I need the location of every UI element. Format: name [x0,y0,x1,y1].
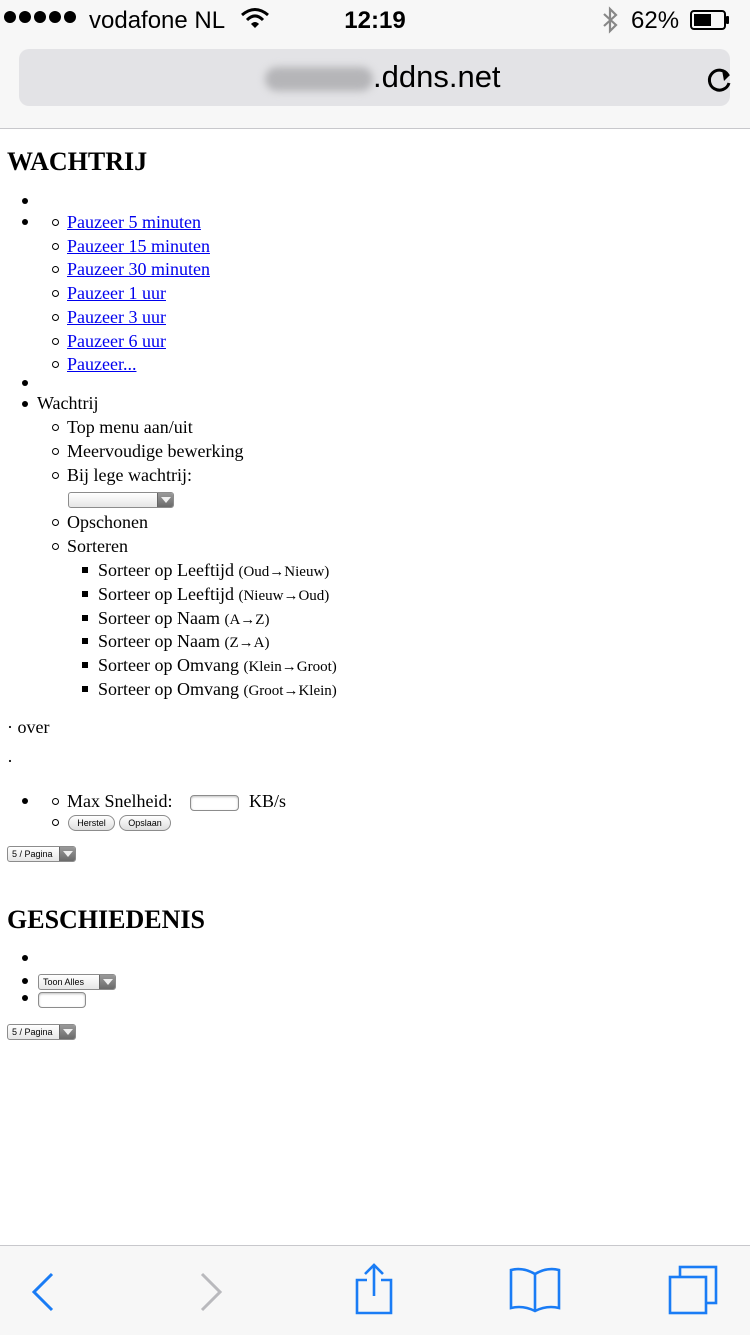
bullet [82,615,88,621]
empty-list-bullet [22,198,28,204]
queue-menu-label: Wachtrij [37,393,99,413]
history-title: GESCHIEDENIS [7,905,205,934]
pause-15-min-link[interactable]: Pauzeer 15 minuten [67,236,210,256]
queue-per-page-select[interactable] [7,846,76,862]
status-bar [0,0,750,40]
sort-option-detail: (A→Z) [224,612,270,628]
chevron-down-icon [157,493,173,507]
sort-option-label: Sorteer op Omvang [98,679,239,699]
redacted-hostname [265,67,373,91]
history-filter-select[interactable] [38,974,116,990]
bullet [52,543,59,550]
pause-30-min-link[interactable]: Pauzeer 30 minuten [67,259,210,279]
bluetooth-icon [600,6,622,34]
battery-percent: 62% [631,7,680,34]
carrier-label: vodafone NL [89,7,226,34]
sort-option-detail: (Oud→Nieuw) [238,564,330,580]
reset-button[interactable]: Herstel [68,815,115,831]
pause-custom-link[interactable]: Pauzeer... [67,354,137,374]
url-text: .ddns.net [373,59,501,94]
queue-menu-bullet [22,401,28,407]
chevron-down-icon [59,847,75,861]
queue-per-page-value: 5 / Pagina [12,849,53,859]
sort-option-label: Sorteer op Omvang [98,655,239,675]
reload-icon[interactable] [705,66,733,96]
multi-edit-toggle[interactable]: Meervoudige bewerking [67,441,244,461]
sort-option-label: Sorteer op Leeftijd [98,560,234,580]
bullet [82,686,88,692]
bullet [82,662,88,668]
browser-toolbar [0,1245,750,1335]
bullet [52,519,59,526]
pause-5-min-link[interactable]: Pauzeer 5 minuten [67,212,201,232]
empty-queue-action-select[interactable] [68,492,174,508]
sort-option-label: Sorteer op Naam [98,608,220,628]
bullet [52,243,59,250]
share-icon[interactable] [354,1262,394,1316]
cleanup-action[interactable]: Opschonen [67,512,148,532]
forward-icon[interactable] [198,1272,224,1312]
sort-option-detail: (Groot→Klein) [243,683,337,699]
max-speed-label: Max Snelheid: [67,791,173,811]
address-bar[interactable] [19,49,730,106]
sort-option-detail: (Z→A) [224,635,270,651]
bullet [52,266,59,273]
bullet [52,472,59,479]
sort-option-label: Sorteer op Leeftijd [98,584,234,604]
pause-group-bullet [22,219,28,225]
empty-queue-label: Bij lege wachtrij: [67,465,192,485]
back-icon[interactable] [30,1272,56,1312]
bullet [52,361,59,368]
sort-option[interactable] [98,678,337,702]
sort-option-detail: (Nieuw→Oud) [238,588,330,604]
chevron-down-icon [59,1025,75,1039]
max-speed-input[interactable] [190,795,239,811]
pause-1-hour-link[interactable]: Pauzeer 1 uur [67,283,166,303]
pause-6-hour-link[interactable]: Pauzeer 6 uur [67,331,166,351]
save-button[interactable]: Opslaan [119,815,171,831]
bullet [52,798,59,805]
tabs-icon[interactable] [666,1264,720,1316]
history-search-bullet [22,995,28,1001]
bullet [52,819,59,826]
bullet [52,290,59,297]
max-speed-unit: KB/s [249,791,287,811]
bullet [82,638,88,644]
history-filter-value: Toon Alles [43,977,85,987]
bullet [82,567,88,573]
bullet [52,448,59,455]
sort-option[interactable] [98,607,269,631]
sort-option-label: Sorteer op Naam [98,631,220,651]
bullet [52,424,59,431]
sort-option[interactable] [98,654,337,678]
history-per-page-value: 5 / Pagina [12,1027,53,1037]
history-per-page-select[interactable] [7,1024,76,1040]
sort-option[interactable] [98,559,329,583]
bullet [82,591,88,597]
chevron-down-icon [99,975,115,989]
sort-label: Sorteren [67,536,128,556]
bookmarks-icon[interactable] [508,1266,562,1314]
bullet [52,338,59,345]
empty-list-bullet [22,955,28,961]
speed-group-bullet [22,798,28,804]
sort-option-detail: (Klein→Groot) [243,659,337,675]
bullet [52,314,59,321]
bullet [52,219,59,226]
separator-dot: · [7,751,13,771]
clock: 12:19 [344,7,406,34]
address-bar-area [0,40,750,129]
sort-option[interactable] [98,630,269,654]
queue-title: WACHTRIJ [7,147,148,176]
history-search-input[interactable] [38,992,86,1008]
top-menu-toggle[interactable]: Top menu aan/uit [67,417,193,437]
battery-icon [690,10,730,30]
empty-list-bullet [22,380,28,386]
over-text: · over [7,717,50,737]
sort-option[interactable] [98,583,329,607]
pause-3-hour-link[interactable]: Pauzeer 3 uur [67,307,166,327]
history-filter-bullet [22,978,28,984]
